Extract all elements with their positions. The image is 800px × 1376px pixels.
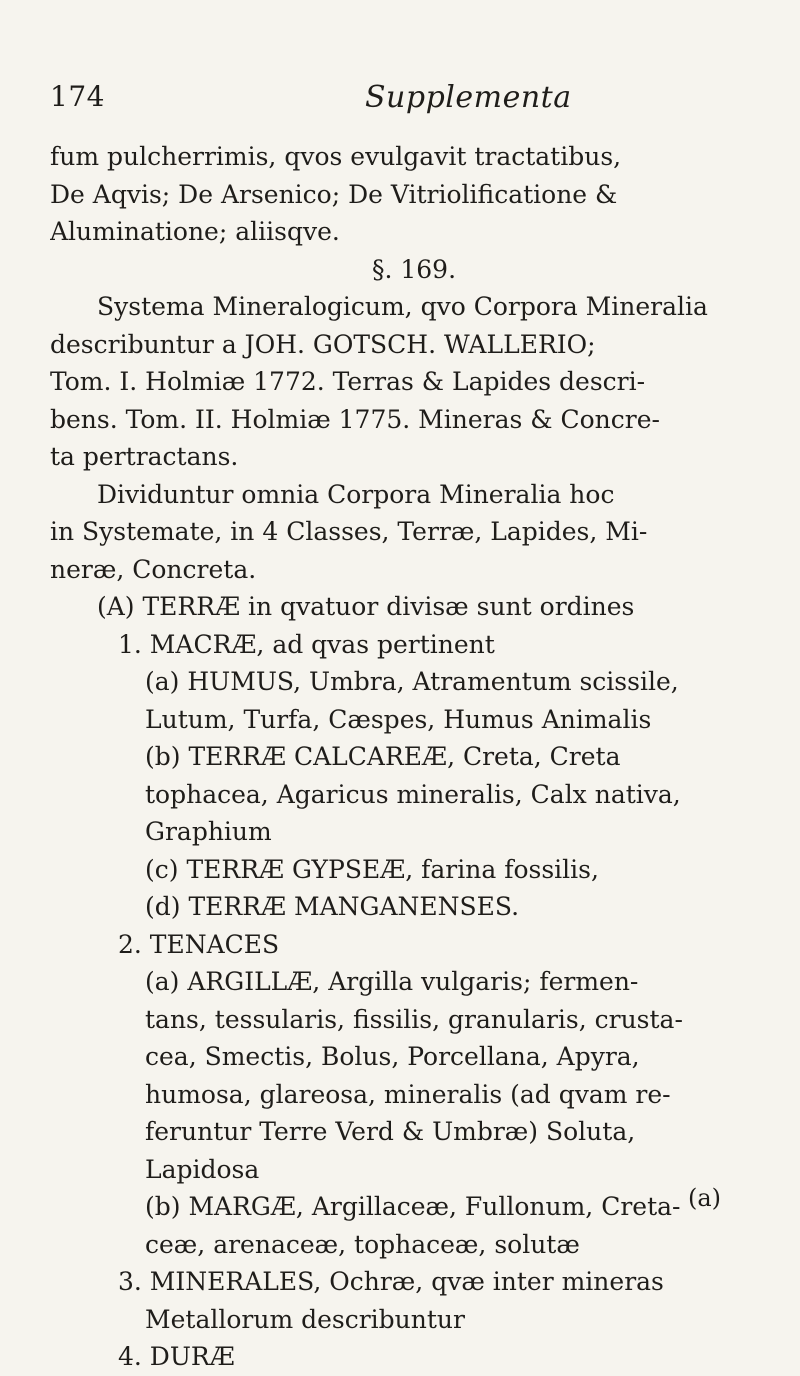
text-line: (d) TERRÆ MANGANENSES. bbox=[145, 892, 520, 921]
text-line: (c) TERRÆ GYPSEÆ, farina fossilis, bbox=[145, 854, 599, 884]
text-line: Aluminatione; aliisqve. bbox=[50, 217, 340, 246]
text-line: De Aqvis; De Arsenico; De Vitriolificatione & bbox=[50, 179, 618, 209]
running-head: Supplementa bbox=[365, 80, 572, 115]
text-line: fum pulcherrimis, qvos evulgavit tractatibus, bbox=[50, 142, 622, 171]
text-line: Tom. I. Holmiæ 1772. Terras & Lapides descri- bbox=[50, 367, 646, 396]
text-line: Systema Mineralogicum, qvo Corpora Mineralia bbox=[97, 292, 708, 321]
text-line: Metallorum describuntur bbox=[145, 1304, 465, 1334]
text-line: §. 169. bbox=[371, 254, 457, 284]
text-line: 1. MACRÆ, ad qvas pertinent bbox=[118, 629, 495, 659]
text-line: feruntur Terre Verd & Umbræ) Soluta, bbox=[145, 1117, 636, 1146]
text-line: tans, tessularis, fissilis, granularis, crusta- bbox=[145, 1004, 683, 1034]
text-line: Lutum, Turfa, Cæspes, Humus Animalis bbox=[145, 704, 652, 734]
text-line: Dividuntur omnia Corpora Mineralia hoc bbox=[97, 479, 615, 509]
page-number: 174 bbox=[50, 80, 105, 113]
text-line: (b) MARGÆ, Argillaceæ, Fullonum, Creta- bbox=[145, 1192, 681, 1221]
text-line: Graphium bbox=[145, 817, 272, 846]
text-line: 3. MINERALES, Ochræ, qvæ inter mineras bbox=[118, 1267, 664, 1296]
text-line: (a) ARGILLÆ, Argilla vulgaris; fermen- bbox=[145, 967, 639, 996]
text-line: 4. DURÆ bbox=[118, 1342, 235, 1371]
text-line: describuntur a JOH. GOTSCH. WALLERIO; bbox=[50, 329, 596, 359]
page-header bbox=[50, 80, 740, 130]
text-line: tophacea, Agaricus mineralis, Calx nativa, bbox=[145, 779, 681, 809]
text-line: humosa, glareosa, mineralis (ad qvam re- bbox=[145, 1079, 671, 1109]
text-line: in Systemate, in 4 Classes, Terræ, Lapides, Mi- bbox=[50, 517, 648, 546]
text-line: bens. Tom. II. Holmiæ 1775. Mineras & Concre- bbox=[50, 404, 660, 434]
text-line: ceæ, arenaceæ, tophaceæ, solutæ bbox=[145, 1229, 580, 1259]
text-line: (b) TERRÆ CALCAREÆ, Creta, Creta bbox=[145, 742, 621, 771]
text-line: (A) TERRÆ in qvatuor divisæ sunt ordines bbox=[97, 592, 635, 621]
text-line: cea, Smectis, Bolus, Porcellana, Apyra, bbox=[145, 1042, 640, 1071]
body-text bbox=[50, 138, 750, 1376]
text-line: ta pertractans. bbox=[50, 442, 239, 471]
catchword: (a) bbox=[688, 1184, 722, 1212]
text-line: 2. TENACES bbox=[118, 929, 280, 959]
text-line: (a) HUMUS, Umbra, Atramentum scissile, bbox=[145, 667, 679, 696]
text-line: Lapidosa bbox=[145, 1154, 260, 1184]
text-line: neræ, Concreta. bbox=[50, 554, 257, 584]
